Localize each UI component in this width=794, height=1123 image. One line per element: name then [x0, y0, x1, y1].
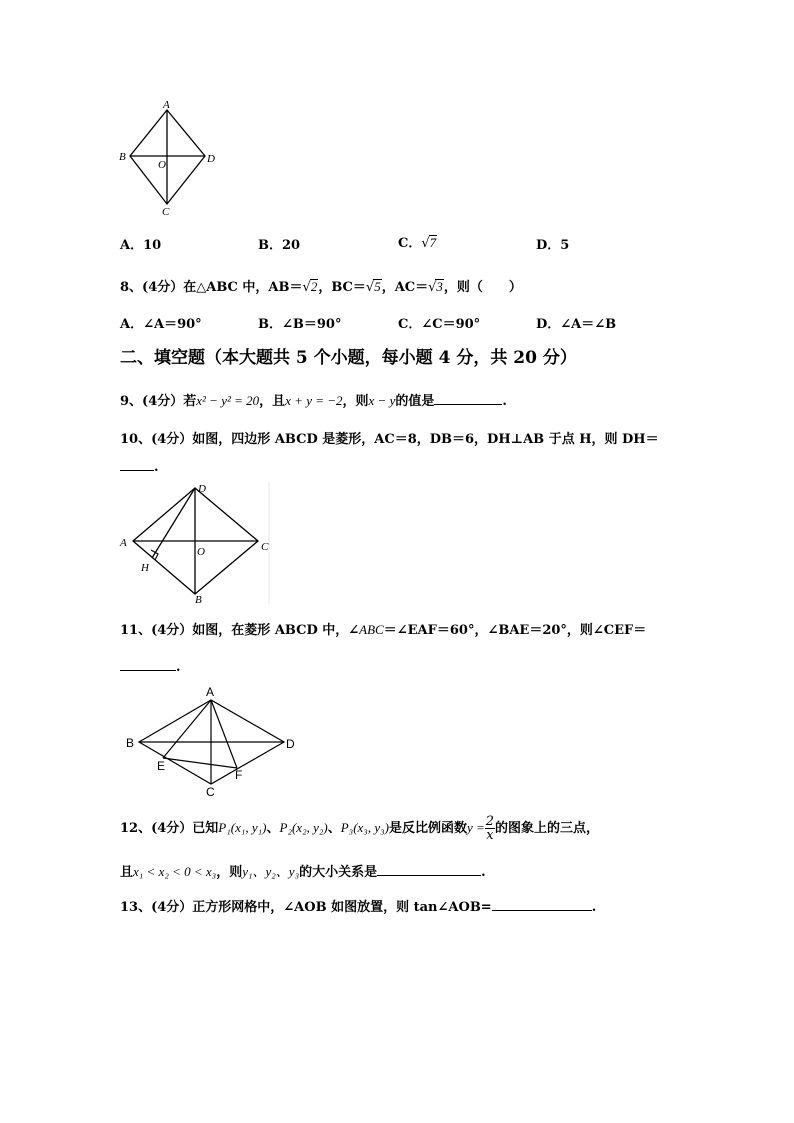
q12-line2-suffix: 的大小关系是 — [299, 865, 378, 880]
q8-prefix: 8、(4分）在△ABC 中，AB＝ — [120, 280, 303, 295]
q12-point-1: P₁(x₁, y₁) — [218, 820, 267, 835]
fig1-label-b: B — [119, 151, 126, 163]
question-9 — [120, 390, 507, 409]
figure-rhombus-3 — [120, 684, 305, 796]
q8-mid1: ，BC＝ — [318, 280, 366, 295]
fig2-label-c: C — [261, 541, 269, 553]
q12-line2-prefix: 且 — [120, 865, 134, 880]
question-12-line-2 — [120, 861, 486, 880]
q13-text: 13、(4分）正方形网格中，∠AOB 如图放置，则 tan∠AOB= — [120, 900, 492, 915]
q12-mid: 是反比例函数 — [388, 821, 467, 836]
q11-prefix: 11、(4分）如图，在菱形 ABCD 中，∠ — [120, 623, 360, 638]
q9-answer-blank[interactable] — [434, 392, 502, 405]
q12-fraction-den: x — [486, 828, 494, 843]
q12-point-2: P₂(x₂, y₂) — [279, 820, 328, 835]
fig2-label-b: B — [195, 594, 202, 606]
q12-prefix: 12、(4分）已知 — [120, 821, 219, 836]
q9-expression: x − y — [368, 393, 396, 408]
q12-ys: y₁、y₂、y₃ — [242, 864, 300, 879]
fig3-label-c: C — [206, 785, 215, 796]
fig1-label-d: D — [207, 153, 215, 165]
q9-prefix: 9、(4分）若 — [120, 394, 197, 409]
q9-mid: ，且 — [259, 394, 286, 409]
q8-option-c: C．∠C＝90° — [398, 317, 481, 332]
question-11-line-2 — [120, 658, 181, 675]
q7-option-a: A．10 — [120, 238, 162, 253]
section-2-title: 二、填空题（本大题共 5 个小题，每小题 4 分，共 20 分） — [120, 348, 577, 368]
question-10-line-2 — [120, 458, 159, 475]
fig1-label-c: C — [162, 206, 170, 218]
question-13 — [120, 896, 596, 915]
q7-option-b: B．20 — [258, 238, 301, 253]
q12-answer-blank[interactable] — [377, 863, 481, 876]
q11-angle-abc: ABC — [359, 622, 384, 637]
fig3-label-b: B — [126, 736, 135, 750]
q8-option-b: B．∠B＝90° — [258, 317, 342, 332]
q9-suffix: 的值是 — [395, 394, 435, 409]
q7-option-d: D．5 — [536, 238, 570, 253]
q8-ac-value: 3 — [436, 279, 443, 294]
q12-suffix: 的图象上的三点， — [495, 821, 600, 836]
question-12 — [120, 815, 599, 842]
q8-suffix: ，则（ ） — [443, 280, 522, 295]
q7-option-c-label: C． — [398, 236, 422, 251]
q10-end: . — [154, 460, 159, 475]
fig2-label-d: D — [198, 483, 206, 495]
q9-equation-1: x² − y² = 20 — [196, 393, 260, 408]
question-10-line-1: 10、(4分）如图，四边形 ABCD 是菱形，AC＝8，DB＝6，DH⊥AB 于点 H，则 DH＝ — [120, 432, 659, 447]
q8-bc-value: 5 — [374, 279, 381, 294]
q8-option-d: D．∠A＝∠B — [536, 317, 617, 332]
q12-end: . — [481, 865, 486, 880]
q7-option-c-radicand: 7 — [429, 235, 437, 250]
fig3-label-a: A — [206, 685, 215, 699]
fig3-label-e: E — [157, 759, 166, 773]
fig2-label-a: A — [120, 537, 127, 549]
q10-answer-blank[interactable] — [120, 458, 154, 471]
q11-answer-blank[interactable] — [120, 658, 176, 671]
q9-mid2: ，则 — [342, 394, 369, 409]
q8-mid2: ，AC＝ — [381, 280, 429, 295]
q12-fraction — [485, 815, 495, 842]
q12-func-lhs: y = — [466, 820, 485, 835]
q11-end: . — [176, 660, 181, 675]
q9-end: . — [502, 394, 507, 409]
q12-point-3: P₃(x₃, y₃) — [340, 820, 389, 835]
q8-option-a: A．∠A＝90° — [120, 317, 202, 332]
q13-end: . — [591, 900, 597, 915]
fig3-label-f: F — [235, 768, 243, 782]
q12-sep2: 、 — [327, 821, 341, 836]
q12-line2-mid: ，则 — [216, 865, 243, 880]
q13-answer-blank[interactable] — [492, 898, 592, 911]
q11-mid: ＝∠EAF＝60°，∠BAE＝20°，则∠CEF＝ — [383, 623, 647, 638]
q12-inequality: x₁ < x₂ < 0 < x₃ — [133, 864, 217, 879]
figure-rhombus-2 — [114, 478, 274, 608]
q9-equation-2: x + y = −2 — [285, 393, 343, 408]
fig2-label-o: O — [197, 546, 205, 558]
q7-option-c: C．√7 — [398, 235, 437, 251]
question-8: 8、(4分）在△ABC 中，AB＝√2，BC＝√5，AC＝√3，则（ ） — [120, 279, 522, 295]
q12-sep1: 、 — [266, 821, 280, 836]
figure-rhombus-1 — [114, 96, 224, 218]
fig2-label-h: H — [141, 562, 149, 574]
fig1-label-a: A — [163, 99, 170, 111]
fig1-label-o: O — [158, 159, 166, 171]
q8-ab-value: 2 — [310, 279, 318, 294]
fig3-label-d: D — [286, 737, 295, 751]
q12-fraction-num: 2 — [485, 814, 495, 829]
question-11 — [120, 619, 646, 638]
